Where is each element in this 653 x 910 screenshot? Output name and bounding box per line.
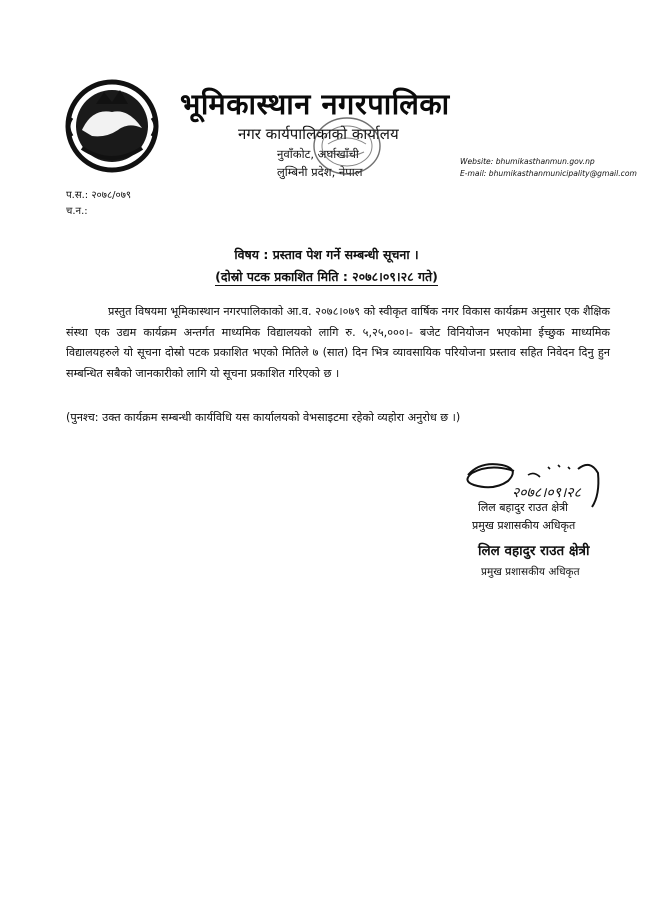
org-name: भूमिकास्थान नगरपालिका — [180, 87, 450, 121]
address-line-1: नुवाँकोट, अर्घाखाँची — [277, 147, 359, 161]
nepal-emblem-icon — [62, 78, 162, 174]
stamp-title: प्रमुख प्रशासकीय अधिकृत — [481, 566, 580, 578]
publish-date: (दोस्रो पटक प्रकाशित मिति : २०७८।०९।२८ गते) — [215, 269, 438, 284]
letter-number: प.स.: २०७८/०७९ — [66, 190, 132, 201]
signature-date: २०७८।०९।२८ — [512, 485, 581, 501]
signatory-title: प्रमुख प्रशासकीय अधिकृत — [472, 519, 576, 532]
email-text: E-mail: bhumikasthanmunicipality@gmail.com — [460, 169, 637, 178]
office-seal-icon — [310, 114, 384, 178]
address-line-2: लुम्बिनी प्रदेश, नेपाल — [277, 165, 363, 179]
signatory-name: लिल बहादुर राउत क्षेत्री — [478, 501, 569, 514]
postscript-note: (पुनश्च: उक्त कार्यक्रम सम्बन्धी कार्यविधि यस कार्यालयको वेभसाइटमा रहेको व्यहोरा अनुरोध छ ।) — [66, 411, 461, 424]
website-text: Website: bhumikasthanmun.gov.np — [460, 157, 595, 166]
notice-body: प्रस्तुत विषयमा भूमिकास्थान नगरपालिकाको आ.व. २०७८।०७९ को स्वीकृत वार्षिक नगर विकास कार्यक्रम अनुसार एक शैक्षिक संस्था एक उद्यम कार्यक्रम अन्तर्गत माध्यमिक विद्यालयको लागि रु. ५,२५,०००।- बजेट विनियोजन भएकोमा ईच्छुक माध्यमिक विद्यालयहरुले यो सूचना दोस्रो पटक प्रकाशित भएको मितिले ७ (सात) दिन भित्र व्यावसायिक परियोजना प्रस्ताव सहित निवेदन दिनु हुन सम्बन्धित सबैको जानकारीको लागि यो सूचना प्रकाशित गरिएको छ । — [66, 305, 610, 380]
office-name: नगर कार्यपालिकाको कार्यालय — [238, 125, 399, 143]
dispatch-number: च.न.: — [66, 206, 88, 217]
stamp-name: लिल वहादुर राउत क्षेत्री — [478, 543, 590, 559]
notice-subject: विषय : प्रस्ताव पेश गर्ने सम्बन्धी सूचना । — [234, 247, 419, 262]
publish-date-line — [0, 268, 653, 285]
